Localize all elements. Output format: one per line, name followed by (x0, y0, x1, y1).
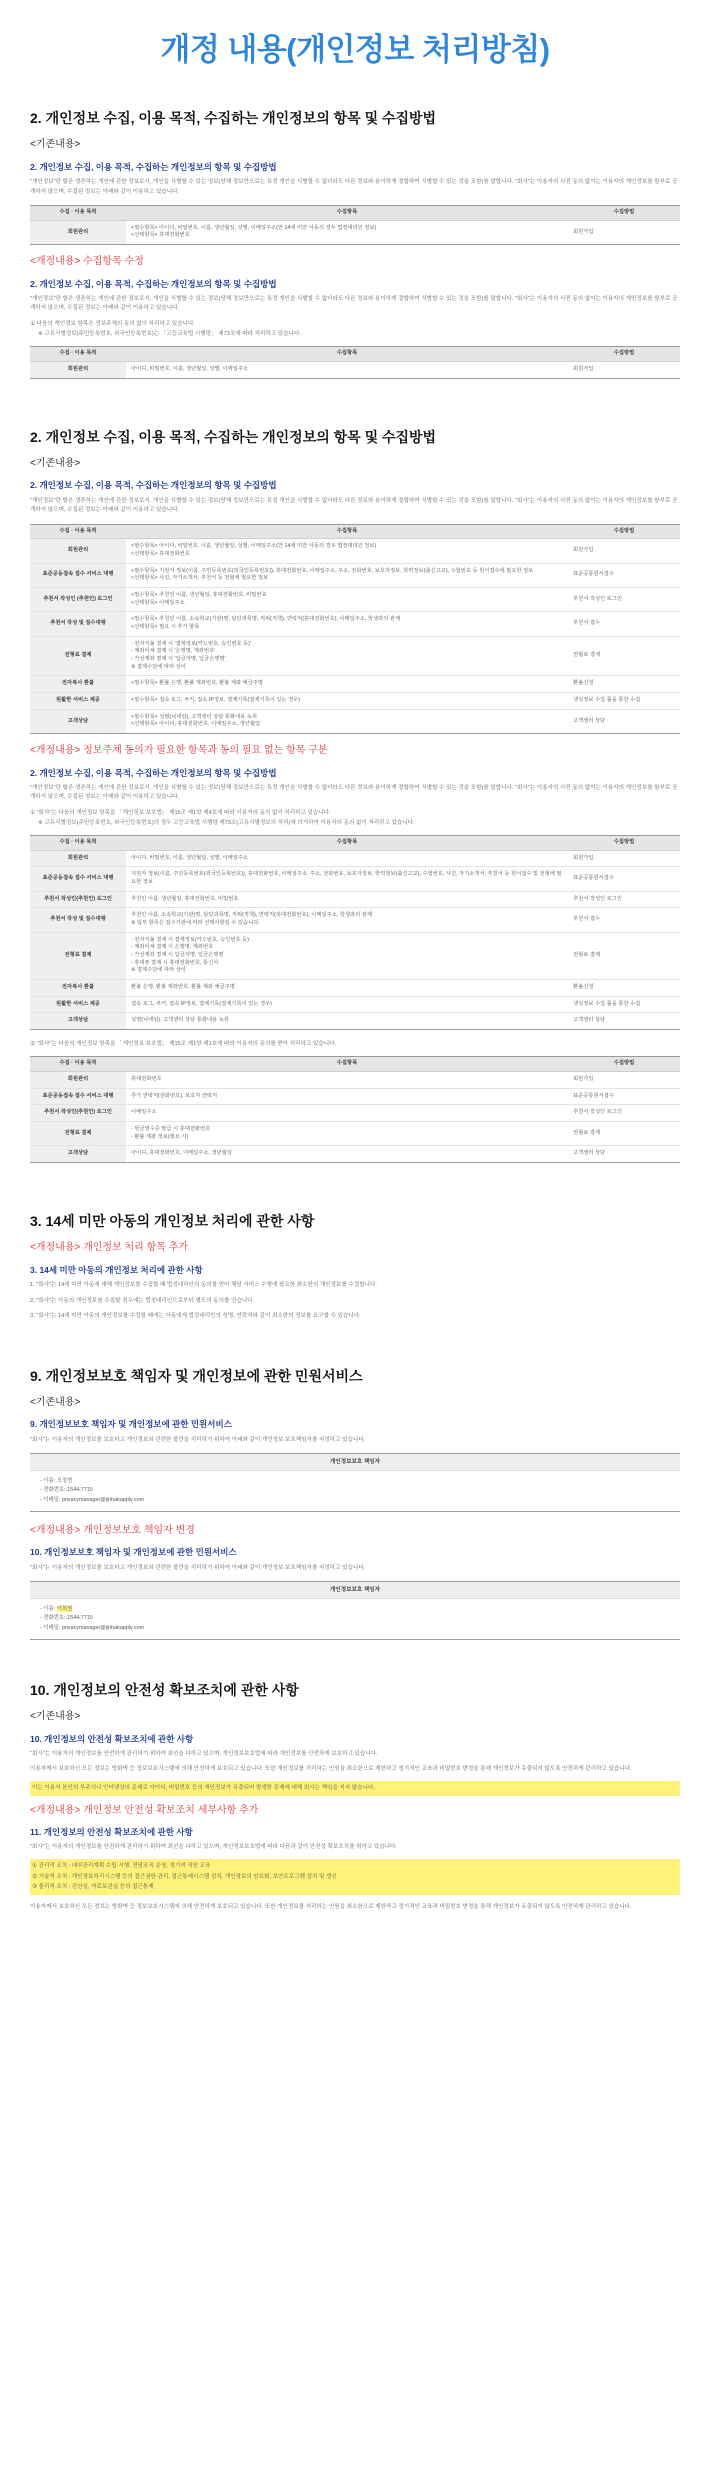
after-note: ① 다음의 개인정보 항목은 정보주체의 동의 없이 처리하고 있습니다. (30, 320, 195, 327)
row-purpose: 회원관리 (30, 1071, 126, 1088)
row-purpose: 전형료 결제 (30, 1121, 126, 1145)
row-purpose: 회원관리 (30, 850, 126, 867)
after-note: ① "회사"는 다음의 개인정보 항목을 「개인정보 보호법」 제15조 제1항 제4호에 따라 이용자의 동의 없이 처리하고 있습니다. (30, 809, 331, 816)
before-subtitle: 9. 개인정보보호 책임자 및 개인정보에 관한 민원서비스 (30, 1419, 232, 1430)
paragraph: "회사"는 이용자의 개인정보를 안전하게 관리하기 위하여 최선을 다하고 있으며, 개인정보보호법에 따라 개인정보를 안전하게 보호하고 있습니다. (30, 1750, 378, 1757)
table-row (30, 539, 680, 563)
row-purpose: 추천서 작성인 (추천인) 로그인 (30, 587, 126, 611)
table-row (30, 996, 680, 1013)
section-heading: 2. 개인정보 수집, 이용 목적, 수집하는 개인정보의 항목 및 수집방법 (30, 428, 437, 445)
row-items: 아이디, 비밀번호, 이름, 생년월일, 성별, 이메일주소 (126, 850, 568, 867)
table-row (30, 867, 680, 891)
row-items: <필수항목> 추천인 이름, 소속학교(기관)명, 담당과목명, 직위(직책), 연락처(휴대전화번호), 이메일주소, 학생과의 관계 <선택항목> 필요 시 추가 항목 (126, 612, 568, 636)
row-items: 추천인 이름, 생년월일, 휴대전화번호, 비밀번호 (126, 891, 568, 908)
after-label: <개정내용> 개인정보보호 책임자 변경 (30, 1524, 195, 1536)
row-purpose: 회원관리 (30, 361, 126, 378)
row-method: 추천서 접수 (568, 612, 680, 636)
col-method: 수집방법 (568, 206, 680, 221)
table-row (30, 587, 680, 611)
table-row (30, 932, 680, 979)
after-subtitle: 2. 개인정보 수집, 이용 목적, 수집하는 개인정보의 항목 및 수집방법 (30, 278, 277, 289)
col-method: 수집방법 (568, 1057, 680, 1072)
table-row (30, 891, 680, 908)
dpo-head: 개인정보보호 책임자 (30, 1454, 680, 1471)
row-method: 전형료 결제 (568, 932, 680, 979)
row-method: 환불신청 (568, 676, 680, 693)
after-label: <개정내용> 수집항목 수정 (30, 256, 144, 268)
row-purpose: 추천서 작성 및 접수대행 (30, 908, 126, 932)
row-method: 고객센터 상담 (568, 1013, 680, 1030)
row-method: 전형료 결제 (568, 636, 680, 676)
row-purpose: 추천서 작성인(추천인) 로그인 (30, 891, 126, 908)
paragraph: 이용자께서 보호하신 모든 정보는 방화벽 등 정보보호시스템에 의해 안전하게 보호되고 있습니다. 또한 개인정보를 처리하는 인원을 최소한으로 제한하고 정기적인 교육과 비밀번호 변경을 통해 개인정보가 유출되지 않도록 안전하게 관리하고 있습니다. (30, 1766, 632, 1773)
row-method: 전형료 결제 (568, 1121, 680, 1145)
row-items: 추천인 이름, 소속학교(기관)명, 담당과목명, 직위(직책), 연락처(휴대전화번호), 이메일주소, 학생과의 관계 ※ 일부 항목은 접수기관에 따라 선택사항일 수 있습니다. (126, 908, 568, 932)
after-label: <개정내용> 정보주체 동의가 필요한 항목과 동의 필요 없는 항목 구분 (30, 745, 328, 757)
highlighted-list (30, 1859, 680, 1895)
table-row (30, 1146, 680, 1163)
section-9-dpo (30, 1366, 680, 1640)
before-label: <기존내용> (30, 1396, 81, 1408)
table-row (30, 850, 680, 867)
col-purpose: 수집 · 이용 목적 (30, 347, 126, 362)
table-row (30, 563, 680, 587)
row-items: 휴대전화번호 (126, 1071, 568, 1088)
after-table (30, 346, 680, 378)
after-note: ② "회사"는 다음의 개인정보 항목을 「개인정보 보호법」 제15조 제1항 제1호에 따라 이용자의 동의를 받아 처리하고 있습니다. (30, 1041, 337, 1048)
before-subtitle: 10. 개인정보의 안전성 확보조치에 관한 사항 (30, 1733, 194, 1744)
row-method: 회원가입 (568, 1071, 680, 1088)
row-method: 회원가입 (568, 361, 680, 378)
table-row (30, 908, 680, 932)
after-paragraph: "개인정보"란 할은 생존하는 개인에 관한 정보로서, 개인을 식별할 수 있는 정보(당해 정보만으로는 특정 개인을 식별할 수 없더라도 다른 정보와 용이하게 결합하여 식별할 수 있는 것을 포함)를 말합니다. "회사"는 이용자의 사전 동의 없이는 이용자의 개인정보를 함부로 공개하지 않으며, 수집된 정보는 아래와 같이 이용하고 있습니다. (30, 784, 678, 801)
row-method: 생성정보 수집 툴을 통한 수집 (568, 693, 680, 710)
after-subtitle: 3. 14세 미만 아동의 개인정보 처리에 관한 사항 (30, 1264, 203, 1275)
table-row (30, 1071, 680, 1088)
row-method: 회원가입 (568, 539, 680, 563)
dpo-body (30, 1599, 680, 1639)
after-table-no-consent (30, 835, 680, 1030)
row-items: <필수항목> 지원자 정보(이름, 주민등록번호(외국인등록번호)), 휴대전화번호, 이메일주소, 주소, 전화번호, 보호자정보, 학력정보(출신고교), 수험번호 등 원서접수에 필요한 정보 <선택항목> 사진, 자기소개서, 추천서 등 전형에 필요한 정보 (126, 563, 568, 587)
before-paragraph: "회사"는 이용자의 개인정보를 보호하고 개인정보와 관련한 불만을 처리하기 위하여 아래와 같이 개인정보 보호책임자를 지정하고 있습니다. (30, 1436, 366, 1443)
row-purpose: 고객상담 (30, 1013, 126, 1030)
list-item: ① 관리적 조치 : 내부관리계획 수립·시행, 전담조직 운영, 정기적 직원 교육 (32, 1862, 211, 1869)
table-body (30, 1071, 680, 1162)
row-purpose: 고객상담 (30, 709, 126, 733)
col-items: 수집항목 (126, 524, 568, 539)
row-purpose: 전자복사 환불 (30, 980, 126, 997)
before-paragraph: "개인정보"란 할은 생존하는 개인에 관한 정보로서, 개인을 식별할 수 있는 정보(당해 정보만으로는 특정 개인을 식별할 수 없더라도 다른 정보와 용이하게 결합하여 식별할 수 있는 것을 포함)를 말합니다. "회사"는 이용자의 사전 동의 없이는 이용자의 개인정보를 함부로 공개하지 않으며, 수집된 정보는 아래와 같이 이용하고 있습니다. (30, 179, 678, 195)
dpo-box (30, 1453, 680, 1512)
table-row (30, 980, 680, 997)
dpo-line: - 전화번호: 1544-7715 (40, 1487, 93, 1494)
row-purpose: 표준공동접속 접수 서비스 대행 (30, 1088, 126, 1105)
col-purpose: 수집 · 이용 목적 (30, 524, 126, 539)
after-note: ※ 고유식별정보(주민등록번호, 외국인등록번호)의 경우 고등교육법 시행령 제73조(고유식별정보의 처리)에 의거하여 이용자의 동의 없이 처리하고 있습니다. (38, 819, 415, 826)
row-method: 추천서 작성인 로그인 (568, 891, 680, 908)
before-label: <기존내용> (30, 1711, 81, 1723)
table-row (30, 1121, 680, 1145)
row-method: 고객센터 상담 (568, 1146, 680, 1163)
section-heading: 2. 개인정보 수집, 이용 목적, 수집하는 개인정보의 항목 및 수집방법 (30, 110, 437, 126)
dpo-line (40, 1605, 670, 1614)
section-3-children (30, 1211, 680, 1322)
after-table-consent (30, 1056, 680, 1163)
row-method: 환불신청 (568, 980, 680, 997)
section-2-consent-split (30, 427, 680, 1163)
table-row (30, 709, 680, 733)
table-row (30, 636, 680, 676)
highlighted-text: 이는 이용자 본인의 부주의나 인터넷상의 문제로 아이디, 비밀번호 등의 개인정보가 유출되어 발생한 문제에 대해 회사는 책임을 지지 않습니다. (30, 1781, 680, 1796)
row-purpose: 전형료 결제 (30, 932, 126, 979)
col-method: 수집방법 (568, 524, 680, 539)
table-row (30, 693, 680, 710)
row-items: - 현금영수증 발급 시 휴대전화번호 - 환불 계좌 정보(필요 시) (126, 1121, 568, 1145)
before-subtitle: 2. 개인정보 수집, 이용 목적, 수집하는 개인정보의 항목 및 수집방법 (30, 161, 277, 172)
row-items: 지원자 정보(이름, 주민등록번호(외국인등록번호)), 휴대전화번호, 이메일주소, 주소, 전화번호, 보호자정보, 학력정보(출신고교), 수험번호, 사진, 자기소개서, 추천서 등 원서접수 및 전형에 필요한 정보 (126, 867, 568, 891)
row-method: 회원가입 (568, 220, 680, 244)
page-title: 개정 내용(개인정보 처리방침) (160, 32, 550, 67)
after-paragraph: "회사"는 이용자의 개인정보를 보호하고 개인정보와 관련한 불만을 처리하기 위하여 아래와 같이 개인정보 보호책임자를 지정하고 있습니다. (30, 1564, 366, 1571)
row-items: 이메일주소 (126, 1105, 568, 1122)
dpo-body (30, 1471, 680, 1511)
dpo-name-highlight: 이희원 (56, 1606, 73, 1613)
row-items: - 전자지불 결제 시 '결제정보(카드번호, 승인번호 등)' - 계좌이체 결제 시 '은행명, 계좌번호' - 가상계좌 결제 시 '입금자명, 입금은행명' ※ 결제수단에 따라 상이 (126, 636, 568, 676)
dpo-name-prefix: - 이름: (40, 1606, 57, 1613)
after-subtitle: 10. 개인정보보호 책임자 및 개인정보에 관한 민원서비스 (30, 1547, 237, 1558)
row-items: - 전자지불 결제 시 결제정보(카드번호, 승인번호 등) - 계좌이체 결제 시 은행명, 계좌번호 - 가상계좌 결제 시 입금자명, 입금은행명 - 휴대폰 결제 시 휴대전화번호, 통신사 ※ 결제수단에 따라 상이 (126, 932, 568, 979)
table-row (30, 361, 680, 378)
paragraph: 1. "회사"는 14세 미만 아동에 대해 개인정보를 수집할 때 법정대리인의 동의를 얻어 해당 서비스 수행에 필요한 최소한의 개인정보를 수집합니다. (30, 1282, 377, 1289)
row-method: 고객센터 상담 (568, 709, 680, 733)
section-2-collection-items (30, 108, 680, 379)
section-10-safety (30, 1680, 680, 1912)
row-method: 추천서 작성인 로그인 (568, 1105, 680, 1122)
after-note: ※ 고유식별정보(주민등록번호, 외국인등록번호)는 「고등교육법 시행령」 제73조에 따라 처리하고 있습니다. (38, 331, 301, 338)
row-method: 추천서 작성인 로그인 (568, 587, 680, 611)
row-purpose: 표준공동접속 접수 서비스 대행 (30, 563, 126, 587)
row-items: <필수항목> 환불 은행, 환불 계좌번호, 환불 계좌 예금주명 (126, 676, 568, 693)
table-row (30, 1013, 680, 1030)
row-method: 생성정보 수집 툴을 통한 수집 (568, 996, 680, 1013)
dpo-line: - 이름: 오정현 (40, 1478, 73, 1485)
row-purpose: 원활한 서비스 제공 (30, 996, 126, 1013)
table-body (30, 850, 680, 1029)
row-items: <필수항목> 추천인 이름, 생년월일, 휴대전화번호, 비밀번호 <선택항목> 이메일주소 (126, 587, 568, 611)
section-heading: 3. 14세 미만 아동의 개인정보 처리에 관한 사항 (30, 1212, 315, 1229)
row-purpose: 추천서 작성인(추천인) 로그인 (30, 1105, 126, 1122)
row-method: 회원가입 (568, 850, 680, 867)
row-items: <필수항목> 성명(닉네임), 고객센터 상담 통화내용 녹취 <선택항목> 아이디, 휴대전화번호, 이메일주소, 생년월일 (126, 709, 568, 733)
after-label: <개정내용> 개인정보 안전성 확보조치 세부사항 추가 (30, 1804, 259, 1816)
list-item: ③ 물리적 조치 : 전산실, 자료보관실 등의 접근통제 (32, 1884, 154, 1891)
dpo-line: - 이메일: privacymanager@jinhakapply.com (40, 1496, 144, 1503)
before-label: <기존내용> (30, 139, 81, 151)
row-method: 표준공통원서접수 (568, 867, 680, 891)
col-items: 수집항목 (126, 206, 568, 221)
table-row (30, 676, 680, 693)
row-items: <필수항목> 아이디, 비밀번호, 이름, 생년월일, 성별, 이메일주소(만 14세 미만 아동의 경우 법정대리인 정보) <선택항목> 휴대전화번호 (126, 539, 568, 563)
table-row (30, 220, 680, 244)
row-purpose: 전형료 결제 (30, 636, 126, 676)
list-item: ② 기술적 조치 : 개인정보처리시스템 등의 접근권한 관리, 접근통제시스템 설치, 개인정보의 암호화, 보안프로그램 설치 및 갱신 (32, 1873, 337, 1880)
paragraph: 2. "회사"는 아동의 개인정보를 수집할 경우에는 법정대리인으로부터 별도의 동의를 얻습니다. (30, 1297, 255, 1304)
row-method: 추천서 접수 (568, 908, 680, 932)
row-items: 아이디, 휴대전화번호, 이메일주소, 생년월일 (126, 1146, 568, 1163)
col-items: 수집항목 (126, 347, 568, 362)
row-method: 표준공통원서접수 (568, 563, 680, 587)
row-purpose: 전자복사 환불 (30, 676, 126, 693)
row-purpose: 고객상담 (30, 1146, 126, 1163)
col-purpose: 수집 · 이용 목적 (30, 1057, 126, 1072)
row-purpose: 회원관리 (30, 539, 126, 563)
before-label: <기존내용> (30, 457, 81, 469)
row-purpose: 표준공동접속 접수 서비스 대행 (30, 867, 126, 891)
dpo-line: - 전화번호: 1544-7715 (40, 1615, 93, 1622)
row-items: 환불 은행, 환불 계좌번호, 환불 계좌 예금주명 (126, 980, 568, 997)
dpo-head: 개인정보보호 책임자 (30, 1582, 680, 1599)
section-heading: 10. 개인정보의 안전성 확보조치에 관한 사항 (30, 1681, 299, 1698)
after-subtitle: 11. 개인정보의 안전성 확보조치에 관한 사항 (30, 1827, 193, 1838)
row-items: 접속 로그, 쿠키, 접속 IP정보, 결제기록(결제기록이 있는 경우) (126, 996, 568, 1013)
dpo-line: - 이메일: privacymanager@jinhakapply.com (40, 1624, 144, 1631)
row-items: 추가 연락처(전화번호), 보호자 연락처 (126, 1088, 568, 1105)
table-body (30, 539, 680, 734)
section-heading: 9. 개인정보보호 책임자 및 개인정보에 관한 민원서비스 (30, 1367, 363, 1384)
row-purpose: 회원관리 (30, 220, 126, 244)
col-items: 수집항목 (126, 1057, 568, 1072)
row-purpose: 원활한 서비스 제공 (30, 693, 126, 710)
col-items: 수집항목 (126, 836, 568, 851)
col-purpose: 수집 · 이용 목적 (30, 836, 126, 851)
after-label: <개정내용> 개인정보 처리 항목 추가 (30, 1242, 189, 1254)
before-table (30, 205, 680, 245)
before-table (30, 524, 680, 734)
paragraph: "회사"는 이용자의 개인정보를 안전하게 관리하기 위하여 최선을 다하고 있으며, 개인정보보호법에 따라 다음과 같이 안전성 확보조치를 취하고 있습니다. (30, 1844, 397, 1851)
col-method: 수집방법 (568, 347, 680, 362)
before-paragraph: "개인정보"란 할은 생존하는 개인에 관한 정보로서, 개인을 식별할 수 있는 정보(당해 정보만으로는 특정 개인을 식별할 수 없더라도 다른 정보와 용이하게 결합하여 식별할 수 있는 것을 포함)를 말합니다. "회사"는 이용자의 사전 동의 없이는 이용자의 개인정보를 함부로 공개하지 않으며, 수집된 정보는 아래와 같이 이용하고 있습니다. (30, 497, 678, 514)
row-items: 성명(닉네임), 고객센터 상담 통화내용 녹취 (126, 1013, 568, 1030)
before-subtitle: 2. 개인정보 수집, 이용 목적, 수집하는 개인정보의 항목 및 수집방법 (30, 480, 277, 491)
table-row (30, 1105, 680, 1122)
col-purpose: 수집 · 이용 목적 (30, 206, 126, 221)
table-row (30, 612, 680, 636)
col-method: 수집방법 (568, 836, 680, 851)
row-purpose: 추천서 작성 및 접수대행 (30, 612, 126, 636)
paragraph: 3. "회사"는 14세 미만 아동의 개인정보를 수집할 때에는 아동에게 법정대리인의 성명, 연락처와 같이 최소한의 정보를 요구할 수 있습니다. (30, 1313, 361, 1320)
paragraph: 이용자께서 보호하신 모든 정보는 방화벽 등 정보보호시스템에 의해 안전하게 보호되고 있습니다. 또한 개인정보를 처리하는 인원을 최소한으로 제한하고 정기적인 교육과 비밀번호 변경을 통해 개인정보가 유출되지 않도록 안전하게 관리하고 있습니다. (30, 1903, 632, 1910)
table-row (30, 1088, 680, 1105)
dpo-box (30, 1581, 680, 1640)
row-items: <필수항목> 접속 로그, 쿠키, 접속 IP정보, 결제기록(결제기록이 있는 경우) (126, 693, 568, 710)
row-method: 표준공통원서접수 (568, 1088, 680, 1105)
row-items: <필수항목> 아이디, 비밀번호, 이름, 생년월일, 성별, 이메일주소(만 14세 미만 아동의 경우 법정대리인 정보) <선택항목> 휴대전화번호 (126, 220, 568, 244)
row-items: 아이디, 비밀번호, 이름, 생년월일, 성별, 이메일주소 (126, 361, 568, 378)
after-subtitle: 2. 개인정보 수집, 이용 목적, 수집하는 개인정보의 항목 및 수집방법 (30, 767, 277, 778)
after-paragraph: "개인정보"란 할은 생존하는 개인에 관한 정보로서, 개인을 식별할 수 있는 정보(당해 정보만으로는 특정 개인을 식별할 수 없더라도 다른 정보와 용이하게 결합하여 식별할 수 있는 것을 포함)를 말합니다. "회사"는 이용자의 사전 동의 없이는 이용자의 개인정보를 함부로 공개하지 않으며, 수집된 정보는 아래와 같이 이용하고 있습니다. (30, 295, 678, 312)
